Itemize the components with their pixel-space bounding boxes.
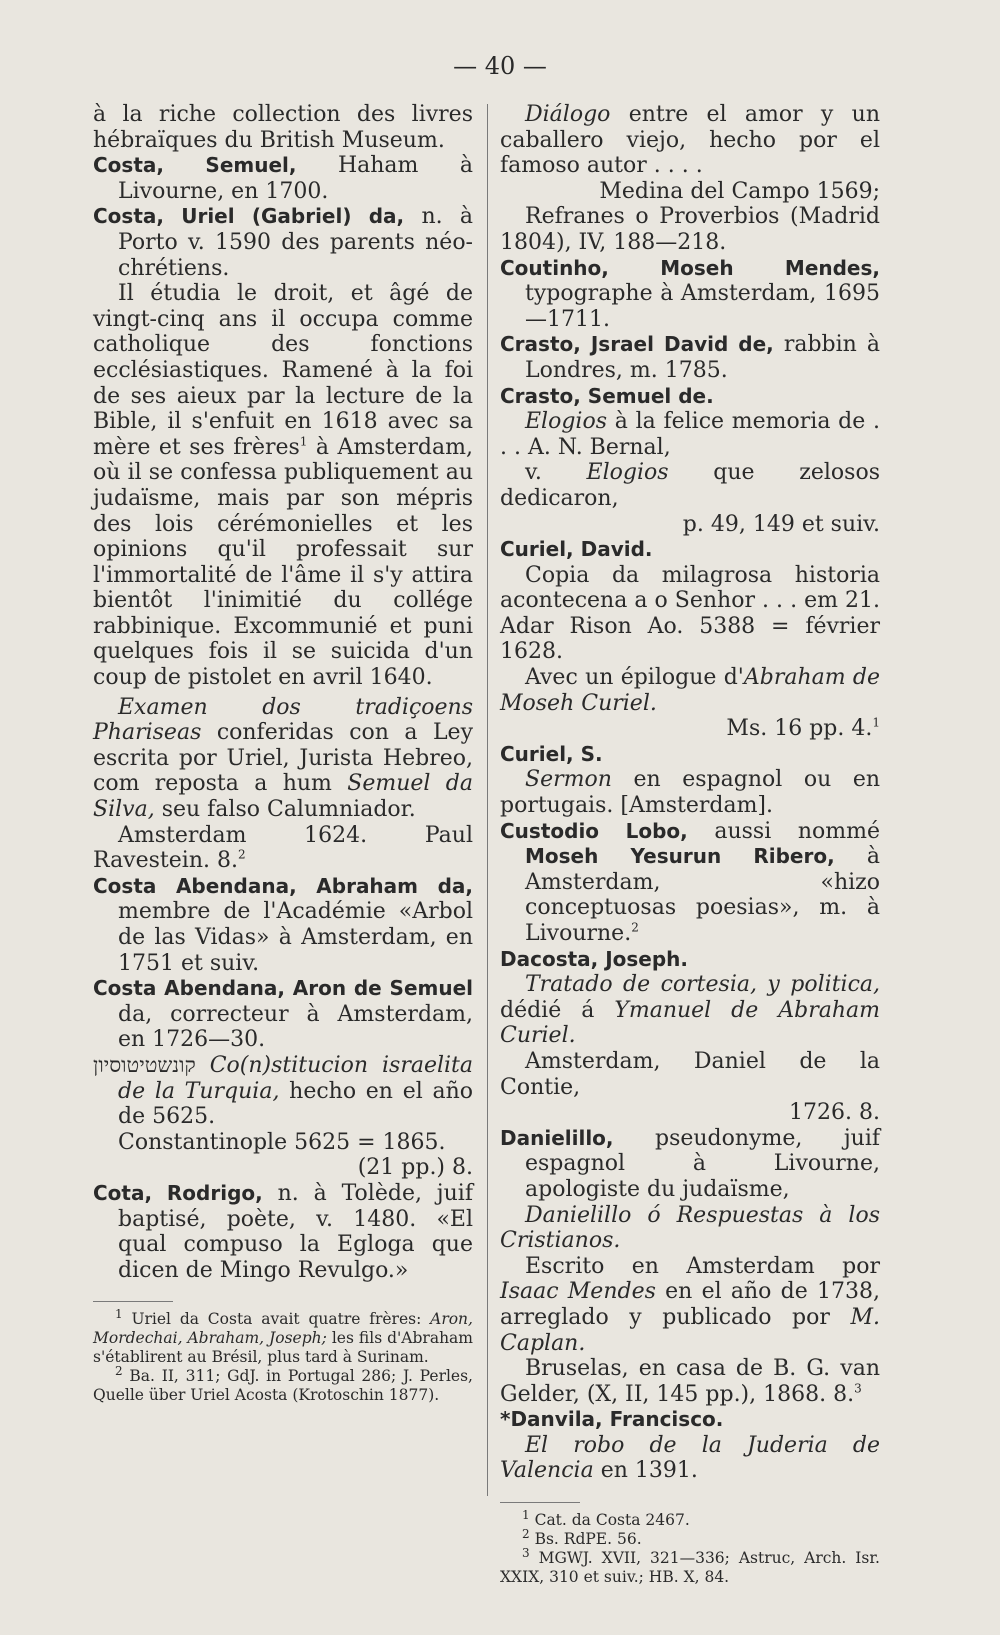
constitucion-format: (21 pp.) 8.	[357, 1155, 473, 1181]
dialogo-imprint: Medina del Campo 1569;	[599, 178, 880, 204]
entry-dacosta	[500, 947, 880, 973]
entry-heading: Cota, Rodrigo,	[93, 1180, 263, 1205]
sermon-text: Sermon en espagnol ou en portugais. [Amsterdam].	[500, 767, 881, 819]
footnote-3: $^3$ MGWJ. XVII, 321—336; Astruc, Arch. Isr. XXIX, 310 et suiv.; HB. X, 84.	[500, 1545, 880, 1587]
tratado-imprint: Amsterdam, Daniel de la Contie,	[500, 1048, 880, 1100]
footnote-rule	[500, 1502, 580, 1503]
entry-heading: Costa, Semuel,	[93, 153, 297, 178]
entry-crasto-jsrael: Crasto, Jsrael David de, rabbin à Londres, m. 1785.	[500, 332, 880, 383]
left-column	[93, 102, 473, 1405]
elogios-2: v. Elogios que zelosos dedicaron,	[500, 460, 880, 511]
ms-format: Ms. 16 pp. 4.$^1$	[726, 715, 880, 742]
entry-crasto-semuel	[500, 384, 880, 410]
epilogue: Avec un épilogue d'Abraham de Moseh Curiel.	[500, 665, 880, 716]
uriel-biography: Il étudia le droit, et âgé de vingt-cinq ans il occupa comme catholique des fonctions ecclésiastiques. Ramené à la foi de ses aieux par la lecture de la Bible, il s'enfuit en 1618 avec sa mère et ses frères$^1$ à Amsterdam, où il se confessa publiquement au judaïsme, mais par son mépris des lois cérémonielles et les opinions qu'il professait sur l'immortalité de l'âme il s'y attira bientôt l'inimitié du collége rabbinique. Excommunié et puni quelques fois il se suicida d'un coup de pistolet en avril 1640.	[93, 281, 473, 691]
examen-title: Examen dos tradiçoens Phariseas conferidas con a Ley escrita por Uriel, Jurista Hebreo, com reposta a hum Semuel da Silva, seu falso Calumniador.	[93, 694, 473, 823]
entry-custodio-lobo: Custodio Lobo, aussi nommé Moseh Yesurun Ribero, à Amsterdam, «hizo conceptuosas poesias», m. à Livourne.$^2$	[500, 818, 880, 946]
footnote-ref: 3	[854, 1381, 862, 1396]
entry-coutinho: Coutinho, Moseh Mendes, typographe à Amsterdam, 1695—1711.	[500, 255, 880, 332]
elogios-1: Elogios à la felice memoria de . . . A. N. Bernal,	[500, 409, 880, 460]
entry-heading: Danielillo,	[500, 1125, 614, 1150]
footnote-1: $^1$ Cat. da Costa 2467.	[522, 1507, 690, 1530]
elogios-pages: p. 49, 149 et suiv.	[682, 511, 880, 537]
entry-heading: Dacosta, Joseph.	[500, 946, 689, 971]
entry-heading: Costa Abendana,	[93, 976, 285, 1001]
hebrew-title: קונשטיטוסיון	[93, 1052, 196, 1077]
entry-constitucion: קונשטיטוסיון Co(n)stitucion israelita de la Turquia, hecho en el año de 5625.	[93, 1052, 473, 1130]
entry-curiel-s	[500, 742, 880, 768]
entry-heading: Curiel, S.	[500, 741, 603, 766]
examen-imprint: Amsterdam 1624. Paul Ravestein. 8.$^2$	[93, 822, 473, 874]
entry-heading: Custodio Lobo,	[500, 818, 688, 843]
entry-heading: Crasto, Semuel de.	[500, 383, 714, 408]
entry-abendana-abraham: Costa Abendana, Abraham da, membre de l'Académie «Arbol de las Vidas» à Amsterdam, en 1751 et suiv.	[93, 873, 473, 976]
entry-heading: Coutinho, Moseh Mendes,	[500, 255, 880, 280]
entry-heading: *Danvila, Francisco.	[500, 1407, 724, 1432]
footnote-ref: 2	[237, 847, 246, 862]
entry-heading: Costa Abendana,	[93, 873, 297, 898]
dialogo-title: Diálogo entre el amor y un caballero viejo, hecho por el famoso autor . . . .	[500, 102, 880, 179]
entry-cota: Cota, Rodrigo, n. à Tolède, juif baptisé, poète, v. 1480. «El qual compuso la Egloga que dicen de Mingo Revulgo.»	[93, 1180, 473, 1283]
copia-text: Copia da milagrosa historia acontecena a o Senhor . . . em 21. Adar Rison Ao. 5388 = février 1628.	[500, 562, 880, 665]
entry-costa-uriel: Costa, Uriel (Gabriel) da, n. à Porto v. 1590 des parents néo-chrétiens.	[93, 204, 473, 281]
dialogo-refranes: Refranes o Proverbios (Madrid 1804), IV, 188—218.	[500, 204, 880, 255]
footnote-rule	[93, 1301, 173, 1302]
column-divider	[487, 104, 488, 1496]
robo-title: El robo de la Juderia de Valencia en 1391.	[500, 1432, 880, 1484]
entry-abendana-aron: Costa Abendana, Aron de Semuel da, correcteur à Amsterdam, en 1726—30.	[93, 976, 473, 1053]
entry-curiel-david	[500, 537, 880, 563]
right-column	[500, 102, 880, 1587]
entry-danvila	[500, 1407, 880, 1433]
tratado-title: Tratado de cortesia, y politica, dédié á Ymanuel de Abraham Curiel.	[500, 972, 880, 1049]
entry-danielillo: Danielillo, pseudonyme, juif espagnol à Livourne, apologiste du judaïsme,	[500, 1125, 880, 1202]
page-number: — 40 —	[453, 52, 547, 80]
entry-heading: Curiel, David.	[500, 537, 653, 562]
footnote-1: $^1$ Uriel da Costa avait quatre frères: Aron, Mordechai, Abraham, Joseph; les fils d'Abraham s'établirent au Brésil, plus tard à Surinam.	[93, 1307, 473, 1367]
entry-heading: Crasto, Jsrael David de,	[500, 332, 774, 357]
entry-heading: Costa, Uriel (Gabriel) da,	[93, 204, 405, 229]
danielillo-title: Danielillo ó Respuestas à los Cristianos.	[500, 1202, 880, 1254]
footnote-2: $^2$ Ba. II, 311; GdJ. in Portugal 286; J. Perles, Quelle über Uriel Acosta (Krotoschin 1877).	[93, 1364, 473, 1405]
danielillo-imprint: Bruselas, en casa de B. G. van Gelder, (X, II, 145 pp.), 1868. 8.$^3$	[500, 1356, 880, 1407]
footnote-ref: 1	[872, 715, 880, 730]
danielillo-escrito: Escrito en Amsterdam por Isaac Mendes en el año de 1738, arreglado y publicado por M. Caplan.	[500, 1253, 880, 1356]
footnote-ref: 1	[299, 434, 308, 449]
tratado-date: 1726. 8.	[789, 1100, 880, 1126]
entry-costa-semuel: Costa, Semuel, Haham à Livourne, en 1700.	[93, 153, 473, 204]
constitucion-imprint: Constantinople 5625 = 1865.	[118, 1129, 446, 1155]
continuation-text: à la riche collection des livres hébraïques du British Museum.	[93, 102, 473, 153]
footnote-2: $^2$ Bs. RdPE. 56.	[522, 1526, 642, 1549]
footnote-ref: 2	[631, 920, 639, 935]
